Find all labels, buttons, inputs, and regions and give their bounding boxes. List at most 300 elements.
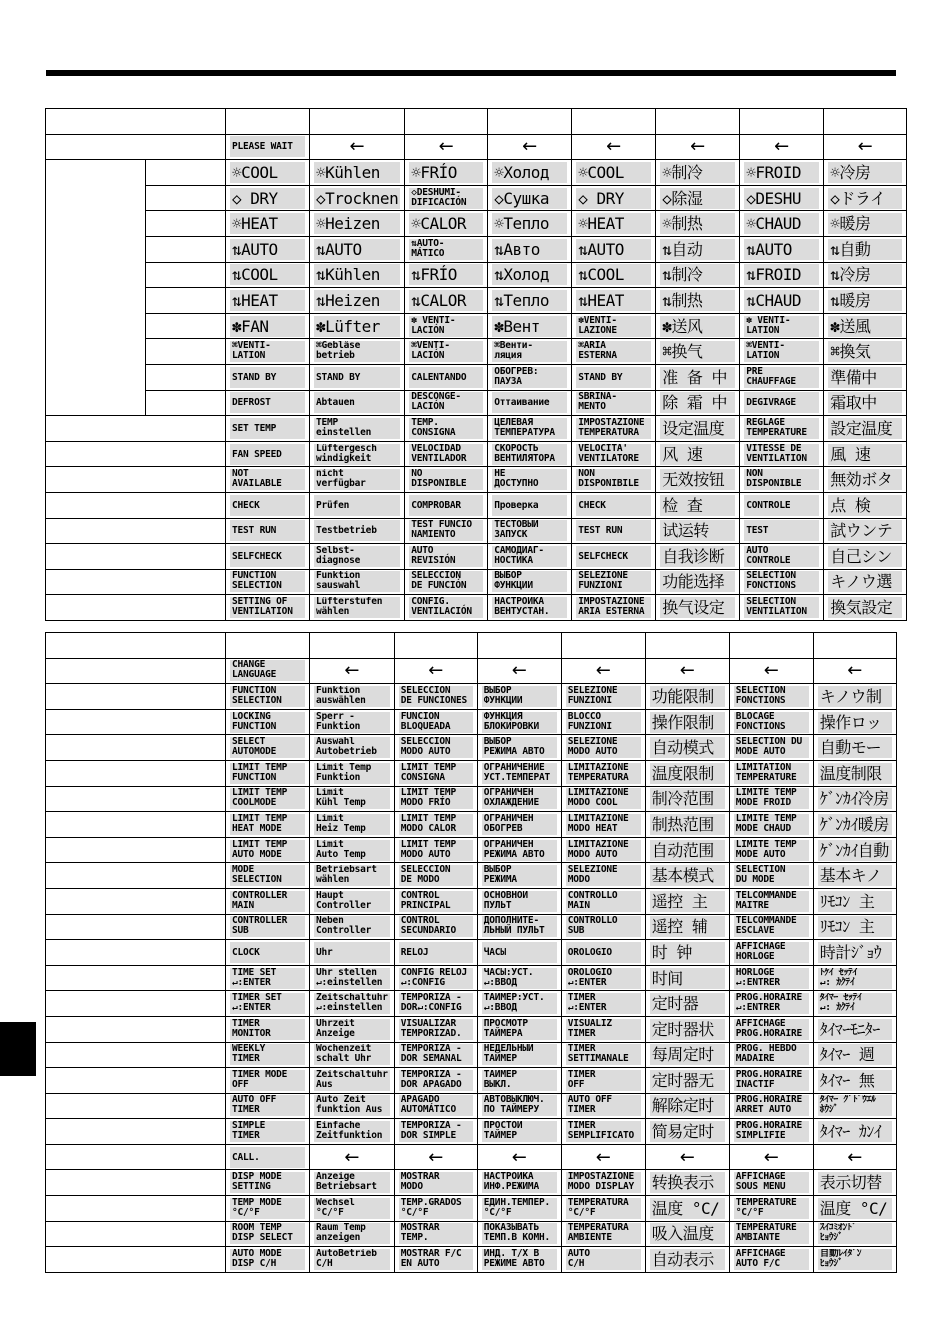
lcd-display-text: ☼Kühlen	[314, 162, 400, 183]
lcd-display-text: 換気設定	[828, 597, 902, 618]
language-cell	[813, 1170, 896, 1196]
language-cell	[572, 544, 656, 570]
language-cell	[824, 134, 907, 160]
language-cell	[226, 109, 310, 135]
lcd-display-text: ◇DESHU	[744, 188, 819, 209]
lcd-display-text: SELFCHECK	[576, 546, 651, 567]
lcd-display-text: ◇除湿	[660, 188, 735, 209]
language-cell	[645, 991, 729, 1017]
language-cell	[226, 339, 310, 365]
table-row	[46, 735, 897, 761]
language-cell	[477, 709, 561, 735]
language-cell	[310, 1247, 395, 1273]
table-row	[46, 569, 907, 595]
lcd-display-text: Haupt Controller	[314, 891, 390, 912]
language-cell	[405, 313, 488, 339]
lcd-display-text: 试运转	[660, 520, 735, 541]
language-cell	[477, 1093, 561, 1119]
lcd-display-text: ✽Lüfter	[314, 316, 400, 337]
language-cell	[226, 1042, 310, 1068]
language-cell	[226, 492, 310, 518]
language-cell	[310, 1068, 395, 1094]
row-label-cell	[46, 633, 226, 659]
language-cell	[740, 569, 824, 595]
table-row	[46, 965, 897, 991]
language-cell	[405, 441, 488, 467]
lcd-display-text: 準備中	[828, 367, 902, 388]
language-cell	[310, 109, 405, 135]
language-cell	[656, 569, 740, 595]
lcd-display-text: OROLOGIO ↵:ENTER	[566, 968, 641, 989]
page-side-tab	[0, 1022, 36, 1076]
table-row	[46, 709, 897, 735]
lcd-display-text: APAGADO AUTOMÁTICO	[399, 1095, 473, 1116]
language-cell	[226, 991, 310, 1017]
same-as-left-arrow-icon: ←	[344, 1146, 360, 1168]
language-cell	[488, 313, 572, 339]
lcd-display-text: ◇DESHUMI- DIFICACIÓN	[409, 188, 483, 209]
lcd-display-text: ⌘换气	[660, 341, 735, 362]
lcd-display-text: ВЫБОР ФУНКЦИИ	[492, 571, 567, 592]
language-cell	[226, 760, 310, 786]
lcd-display-text: 自我诊断	[660, 546, 735, 567]
language-cell	[226, 595, 310, 621]
table-row	[46, 595, 907, 621]
language-cell	[310, 709, 395, 735]
lcd-display-text: ⇅AUTO	[576, 239, 651, 260]
row-label-cell	[46, 1170, 226, 1196]
language-cell	[394, 633, 477, 659]
lcd-display-text: ﾀｲﾏｰﾓﾆﾀｰ	[818, 1019, 892, 1040]
lcd-display-text: LIMIT TEMP AUTO MODE	[230, 840, 305, 861]
lcd-display-text: Проверка	[492, 495, 567, 516]
language-cell	[572, 441, 656, 467]
lcd-display-text: ОГРАНИЧЕНИЕ УСТ.ТЕМПЕРАТ	[482, 763, 557, 784]
language-cell	[645, 863, 729, 889]
language-cell	[813, 965, 896, 991]
language-cell	[405, 595, 488, 621]
row-label-cell	[46, 1221, 226, 1247]
language-cell	[310, 658, 395, 684]
lcd-display-text: ✽Вент	[492, 316, 567, 337]
language-cell	[310, 262, 405, 288]
language-cell	[561, 1144, 645, 1170]
row-label-cell	[46, 786, 226, 812]
lcd-display-text: Uhrzeit Anzeige	[314, 1019, 390, 1040]
lcd-display-text: LÍMIT TEMP MODO CALOR	[399, 814, 473, 835]
lcd-display-text: TIMER MONITOR	[230, 1019, 305, 1040]
lcd-display-text: STAND BY	[576, 367, 651, 388]
lcd-display-text: ⇅冷房	[828, 264, 902, 285]
lcd-display-text: ROOM TEMP DISP SELECT	[230, 1223, 305, 1244]
language-cell	[572, 339, 656, 365]
table-row	[46, 837, 897, 863]
language-cell	[226, 544, 310, 570]
table-row	[46, 1196, 897, 1222]
language-cell	[226, 134, 310, 160]
language-cell	[824, 416, 907, 442]
language-cell	[645, 1144, 729, 1170]
language-cell	[813, 940, 896, 966]
lcd-display-text: Uhr	[314, 942, 390, 963]
lcd-display-text: САМОДИАГ- НОСТИКА	[492, 546, 567, 567]
language-cell	[645, 735, 729, 761]
row-label-cell	[146, 339, 226, 365]
language-cell	[729, 760, 813, 786]
lcd-display-text: ☼CALOR	[409, 213, 483, 234]
language-cell	[477, 633, 561, 659]
language-cell	[645, 1247, 729, 1273]
lcd-display-text: ☼CHAUD	[744, 213, 819, 234]
lcd-display-text: 准 备 中	[660, 367, 735, 388]
language-cell	[477, 965, 561, 991]
lcd-display-text: Zeitschaltuhr ↵:einstellen	[316, 993, 388, 1014]
row-label-cell	[46, 965, 226, 991]
table-row	[46, 658, 897, 684]
lcd-display-text: ◇Сушка	[492, 188, 567, 209]
lcd-display-text: VISUALIZAR TEMPORIZAD.	[399, 1019, 473, 1040]
language-cell	[310, 467, 405, 493]
lcd-display-text: LÍMIT TEMP CONSIGNA	[399, 763, 473, 784]
lcd-display-text: DESCONGE- LACIÓN	[409, 392, 483, 413]
lcd-display-text: ⇅制热	[660, 290, 735, 311]
language-cell	[572, 109, 656, 135]
language-cell	[729, 888, 813, 914]
lcd-display-text: ИНД. Т/X В РЕЖИМЕ АВТО	[482, 1249, 557, 1270]
table-row	[46, 211, 907, 237]
language-cell	[394, 991, 477, 1017]
lcd-display-text: ﾘﾓｺﾝ 主	[818, 916, 892, 937]
lcd-display-text: ОГРАНИЧЕН ОХЛАЖДЕНИЕ	[482, 788, 557, 809]
lcd-display-text: Testbetrieb	[314, 520, 400, 541]
language-cell	[824, 262, 907, 288]
lcd-display-text: Anzeige Betriebsart	[314, 1172, 390, 1193]
language-cell	[477, 940, 561, 966]
language-cell	[656, 313, 740, 339]
language-cell	[813, 1068, 896, 1094]
table-row	[46, 1221, 897, 1247]
row-label-cell	[46, 735, 226, 761]
lcd-display-text: ЕДИН.ТЕМПЕР. °C/°F	[482, 1198, 557, 1219]
lcd-display-text: 简易定时	[650, 1121, 725, 1142]
language-cell	[645, 1093, 729, 1119]
lcd-display-text: CONTROLLER SUB	[230, 916, 305, 937]
language-cell	[645, 812, 729, 838]
lcd-display-text: ОГРАНИЧЕН ОБОГРЕВ	[482, 814, 557, 835]
lcd-display-text: AUTO C/H	[566, 1249, 641, 1270]
row-label-cell	[46, 888, 226, 914]
lcd-display-text: SETTING OF VENTILATION	[230, 597, 305, 618]
language-cell	[824, 390, 907, 416]
language-cell	[405, 544, 488, 570]
lcd-display-text: 自动范围	[650, 840, 725, 861]
language-cell	[226, 364, 310, 390]
language-cell	[226, 441, 310, 467]
lcd-display-text: 温度制限	[818, 763, 892, 784]
lcd-display-text: WEEKLY TIMER	[230, 1044, 305, 1065]
lcd-display-text: ☼HEAT	[230, 213, 305, 234]
table-row	[46, 1144, 897, 1170]
language-cell	[824, 211, 907, 237]
language-cell	[310, 1170, 395, 1196]
language-cell	[310, 1042, 395, 1068]
row-label-cell	[46, 1016, 226, 1042]
lcd-display-text: ⇅CALOR	[409, 290, 483, 311]
lcd-display-text: Einfache Zeitfunktion	[314, 1121, 390, 1142]
row-label-cell	[146, 160, 226, 186]
lcd-display-text: Selbst- diagnose	[314, 546, 400, 567]
language-cell	[226, 211, 310, 237]
lcd-display-text: DISP MODE SETTING	[230, 1172, 305, 1193]
lcd-display-text: SELECTION DU MODE	[734, 865, 809, 886]
lcd-display-text: ⌘ARIA ESTERNA	[576, 341, 651, 362]
language-cell	[561, 1247, 645, 1273]
language-cell	[310, 518, 405, 544]
lcd-display-text: ЦЕЛЕВАЯ ТЕМПЕРАТУРА	[492, 418, 567, 439]
lcd-display-text: ПРОСМОТР ТАЙМЕРА	[482, 1019, 557, 1040]
row-label-cell	[46, 595, 226, 621]
lcd-display-text: TEST FUNCIO NAMIENTO	[409, 520, 483, 541]
table-row	[46, 760, 897, 786]
lcd-display-text: ВЫБОР ФУНКЦИИ	[482, 686, 557, 707]
language-cell	[226, 1016, 310, 1042]
language-cell	[813, 837, 896, 863]
language-cell	[729, 863, 813, 889]
table-row	[46, 1170, 897, 1196]
language-cell	[488, 134, 572, 160]
language-cell	[824, 236, 907, 262]
lcd-display-text: ⇅AUTO	[744, 239, 819, 260]
language-cell	[405, 211, 488, 237]
language-cell	[729, 735, 813, 761]
lcd-display-text: 定时器无	[650, 1070, 725, 1091]
language-cell	[645, 965, 729, 991]
language-cell	[477, 735, 561, 761]
lcd-display-text: PROG.HORAIRE ↵:ENTRER	[734, 993, 809, 1014]
lcd-display-text: FUNCTION SELECTION	[230, 571, 305, 592]
row-label-cell	[146, 262, 226, 288]
lcd-display-text: ☼FROID	[744, 162, 819, 183]
lcd-display-text: ◇ DRY	[230, 188, 305, 209]
lcd-display-text: Funktion auswählen	[314, 686, 390, 707]
row-label-cell	[46, 569, 226, 595]
lcd-display-text: Neben Controller	[314, 916, 390, 937]
lcd-display-text: 功能选择	[660, 571, 735, 592]
lcd-display-text: 操作限制	[650, 712, 725, 733]
lcd-display-text: LIMITAZIONE MODO HEAT	[566, 814, 641, 835]
lcd-display-text: SBRINA- MENTO	[576, 392, 651, 413]
lcd-display-text: LOCKING FUNCTION	[230, 712, 305, 733]
language-cell	[740, 544, 824, 570]
language-cell	[813, 786, 896, 812]
lcd-display-text: ⇅制冷	[660, 264, 735, 285]
language-cell	[226, 236, 310, 262]
language-cell	[405, 288, 488, 314]
language-cell	[740, 109, 824, 135]
language-cell	[572, 595, 656, 621]
language-cell	[572, 236, 656, 262]
language-cell	[729, 914, 813, 940]
lcd-display-text: ☼FRÍO	[409, 162, 483, 183]
lcd-display-text: ｹﾞﾝｶｲ暖房	[818, 814, 892, 835]
lcd-display-text: ТАЙМЕР ВЫКЛ.	[482, 1070, 557, 1091]
language-cell	[824, 160, 907, 186]
lcd-display-text: ЧАСЫ	[482, 942, 557, 963]
language-cell	[813, 888, 896, 914]
lcd-display-text: Wochenzeit schalt Uhr	[314, 1044, 390, 1065]
lcd-display-text: MOSTRAR MODO	[399, 1172, 473, 1193]
row-label-cell	[46, 812, 226, 838]
lcd-display-text: 每周定时	[650, 1044, 725, 1065]
lcd-display-text: Auswahl Autobetrieb	[314, 737, 390, 758]
lcd-display-text: Betriebsart wählen	[314, 865, 390, 886]
language-cell	[729, 1196, 813, 1222]
lcd-display-text: CONTROLLO MAIN	[566, 891, 641, 912]
lcd-display-text: ☼Тепло	[492, 213, 567, 234]
lcd-display-text: SELECTION DU MODE AUTO	[734, 737, 809, 758]
lcd-display-text: IMPOSTAZIONE TEMPERATURA	[576, 418, 651, 439]
lcd-display-text: ⌘VENTI- LATION	[230, 341, 305, 362]
language-cell	[394, 837, 477, 863]
language-cell	[226, 888, 310, 914]
language-cell	[226, 569, 310, 595]
lcd-display-text: ☼暖房	[828, 213, 902, 234]
lcd-display-text: 風 速	[828, 444, 902, 465]
language-cell	[572, 492, 656, 518]
lcd-display-text: Raum Temp anzeigen	[314, 1223, 390, 1244]
lcd-display-text: ЧАСЫ:УСТ. ↵:ВВОД	[482, 968, 557, 989]
lcd-display-text: ✽VENTI- LAZIONE	[576, 316, 651, 337]
row-label-cell	[46, 760, 226, 786]
language-cell	[561, 812, 645, 838]
language-cell	[310, 544, 405, 570]
language-cell	[813, 1016, 896, 1042]
row-label-cell	[46, 416, 226, 442]
table-row	[46, 441, 907, 467]
lcd-display-text: ⇅FRÍO	[409, 264, 483, 285]
lcd-display-text: 时间	[650, 968, 725, 989]
lcd-display-text: НЕ ДОСТУПНО	[492, 469, 567, 490]
table-row	[46, 262, 907, 288]
lcd-display-text: 自動モー	[818, 737, 892, 758]
lcd-display-text: NOT AVAILABLE	[230, 469, 305, 490]
table-row	[46, 1093, 897, 1119]
language-cell	[813, 658, 896, 684]
lcd-display-text: ☼Heizen	[314, 213, 400, 234]
language-cell	[645, 914, 729, 940]
language-cell	[740, 416, 824, 442]
language-cell	[310, 991, 395, 1017]
language-cell	[813, 1196, 896, 1222]
lcd-display-text: SELEZIONE FUNZIONI	[566, 686, 641, 707]
table-row	[46, 518, 907, 544]
lcd-display-text: ⇅COOL	[230, 264, 305, 285]
lcd-display-text: SELEZIONE MODO	[566, 865, 641, 886]
language-cell	[645, 837, 729, 863]
language-cell	[310, 760, 395, 786]
lcd-display-text: TIME SET ↵:ENTER	[230, 968, 305, 989]
lcd-display-text: キノウ制	[818, 686, 892, 707]
language-cell	[394, 786, 477, 812]
language-cell	[572, 288, 656, 314]
language-cell	[226, 518, 310, 544]
lcd-display-text: ✽送風	[828, 316, 902, 337]
language-cell	[226, 914, 310, 940]
language-cell	[645, 760, 729, 786]
lcd-display-text: CLOCK	[230, 942, 305, 963]
lcd-display-text: ✽FAN	[230, 316, 305, 337]
table-row	[46, 313, 907, 339]
language-cell	[561, 837, 645, 863]
language-cell	[405, 390, 488, 416]
language-cell	[645, 1042, 729, 1068]
lcd-display-text: ⇅HEAT	[230, 290, 305, 311]
row-label-cell	[46, 544, 226, 570]
lcd-display-text: LIMITAZIONE MODO COOL	[566, 788, 641, 809]
lcd-display-text: TEST RUN	[230, 520, 305, 541]
lcd-display-text: 功能限制	[650, 686, 725, 707]
lcd-display-text: LÍMIT TEMP MODO FRÍO	[399, 788, 473, 809]
language-cell	[656, 364, 740, 390]
language-cell	[488, 544, 572, 570]
lcd-display-text: ｽｲｺﾐｵﾝﾄﾞ ﾋｮｳｼﾞ	[818, 1223, 892, 1244]
language-cell	[729, 812, 813, 838]
language-cell	[394, 684, 477, 710]
lcd-display-text: 无效按钮	[660, 469, 735, 490]
lcd-display-text: 制冷范围	[650, 788, 725, 809]
language-cell	[740, 364, 824, 390]
lcd-display-text: TEST	[744, 520, 819, 541]
lcd-display-text: ☼Холод	[492, 162, 567, 183]
lcd-display-text: NON DISPONIBILE	[576, 469, 651, 490]
language-cell	[226, 262, 310, 288]
language-cell	[310, 965, 395, 991]
same-as-left-arrow-icon: ←	[857, 136, 873, 158]
lcd-display-text: ВЫБОР РЕЖИМА	[482, 865, 557, 886]
lcd-display-text: 無効ボタ	[828, 469, 902, 490]
lcd-display-text: SELECCIÓN MODO AUTO	[399, 737, 473, 758]
lcd-display-text: SELEZIONE MODO AUTO	[566, 737, 641, 758]
language-cell	[813, 1042, 896, 1068]
lcd-display-text: ◇ DRY	[576, 188, 651, 209]
lcd-display-text: LIMIT TEMP HEAT MODE	[230, 814, 305, 835]
language-cell	[226, 1093, 310, 1119]
language-cell	[488, 185, 572, 211]
language-cell	[561, 888, 645, 914]
lcd-display-text: TIMER ↵:ENTER	[566, 993, 641, 1014]
lcd-display-text: ﾀｲﾏｰ ｾｯﾃｲ ↵: ｶｸﾃｲ	[818, 993, 892, 1014]
same-as-left-arrow-icon: ←	[606, 136, 622, 158]
lcd-display-text: RELOJ	[399, 942, 473, 963]
language-cell	[824, 313, 907, 339]
language-cell	[394, 1170, 477, 1196]
same-as-left-arrow-icon: ←	[774, 136, 790, 158]
same-as-left-arrow-icon: ←	[438, 136, 454, 158]
lcd-display-text: ⇅Тепло	[492, 290, 567, 311]
language-cell	[656, 518, 740, 544]
lcd-display-text: LIMITAZIONE TEMPERATURA	[566, 763, 641, 784]
language-cell	[656, 467, 740, 493]
lcd-display-text: ﾄｹｲ ｾｯﾃｲ ↵: ｶｸﾃｲ	[818, 968, 892, 989]
language-cell	[488, 339, 572, 365]
lcd-display-text: AFFICHAGE AUTO F/C	[734, 1249, 809, 1270]
row-label-cell	[46, 863, 226, 889]
language-cell	[813, 735, 896, 761]
row-label-cell	[146, 364, 226, 390]
language-cell	[310, 1119, 395, 1145]
language-cell	[656, 416, 740, 442]
lcd-display-text: BLOCAGE FONCTIONS	[734, 712, 809, 733]
